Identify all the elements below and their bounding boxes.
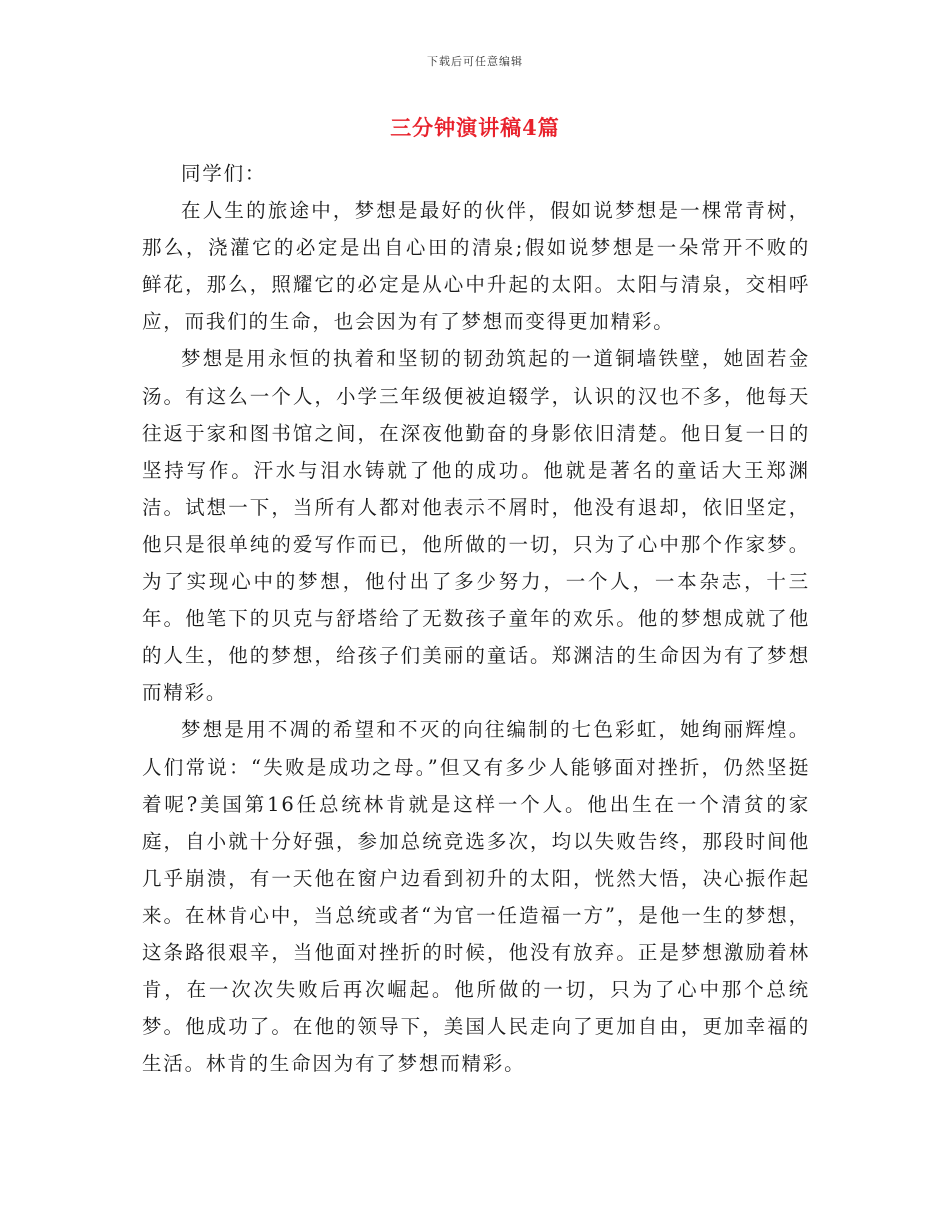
paragraph-3: 梦想是用不凋的希望和不灭的向往编制的七色彩虹，她绚丽辉煌。人们常说：“失败是成功之母。”但又有多少人能够面对挫折，仍然坚挺着呢?美国第16任总统林肯就是这样一个人。他出生在一个清贫的家庭，自小就十分好强，参加总统竞选多次，均以失败告终，那段时间他几乎崩溃，有一天他在窗户边看到初升的太阳，恍然大悟，决心振作起来。在林肯心中，当总统或者“为官一任造福一方”，是他一生的梦想，这条路很艰辛，当他面对挫折的时候，他没有放弃。正是梦想激励着林肯，在一次次失败后再次崛起。他所做的一切，只为了心中那个总统梦。他成功了。在他的领导下，美国人民走向了更加自由，更加幸福的生活。林肯的生命因为有了梦想而精彩。 — [142, 718, 810, 1076]
document-title: 三分钟演讲稿4篇 — [390, 115, 560, 140]
header-note: 下载后可任意编辑 — [427, 55, 523, 68]
document-body — [142, 155, 810, 1082]
paragraph-2: 梦想是用永恒的执着和坚韧的韧劲筑起的一道铜墙铁壁，她固若金汤。有这么一个人，小学三年级便被迫辍学，认识的汉也不多，他每天往返于家和图书馆之间，在深夜他勤奋的身影依旧清楚。他日复一日的坚持写作。汗水与泪水铸就了他的成功。他就是著名的童话大王郑渊洁。试想一下，当所有人都对他表示不屑时，他没有退却，依旧坚定，他只是很单纯的爱写作而已，他所做的一切，只为了心中那个作家梦。为了实现心中的梦想，他付出了多少努力，一个人，一本杂志，十三年。他笔下的贝克与舒塔给了无数孩子童年的欢乐。他的梦想成就了他的人生，他的梦想，给孩子们美丽的童话。郑渊洁的生命因为有了梦想而精彩。 — [142, 347, 810, 705]
salutation: 同学们： — [181, 162, 267, 185]
paragraph-1: 在人生的旅途中，梦想是最好的伙伴，假如说梦想是一棵常青树，那么，浇灌它的必定是出自心田的清泉;假如说梦想是一朵常开不败的鲜花，那么，照耀它的必定是从心中升起的太阳。太阳与清泉，交相呼应，而我们的生命，也会因为有了梦想而变得更加精彩。 — [142, 199, 810, 334]
